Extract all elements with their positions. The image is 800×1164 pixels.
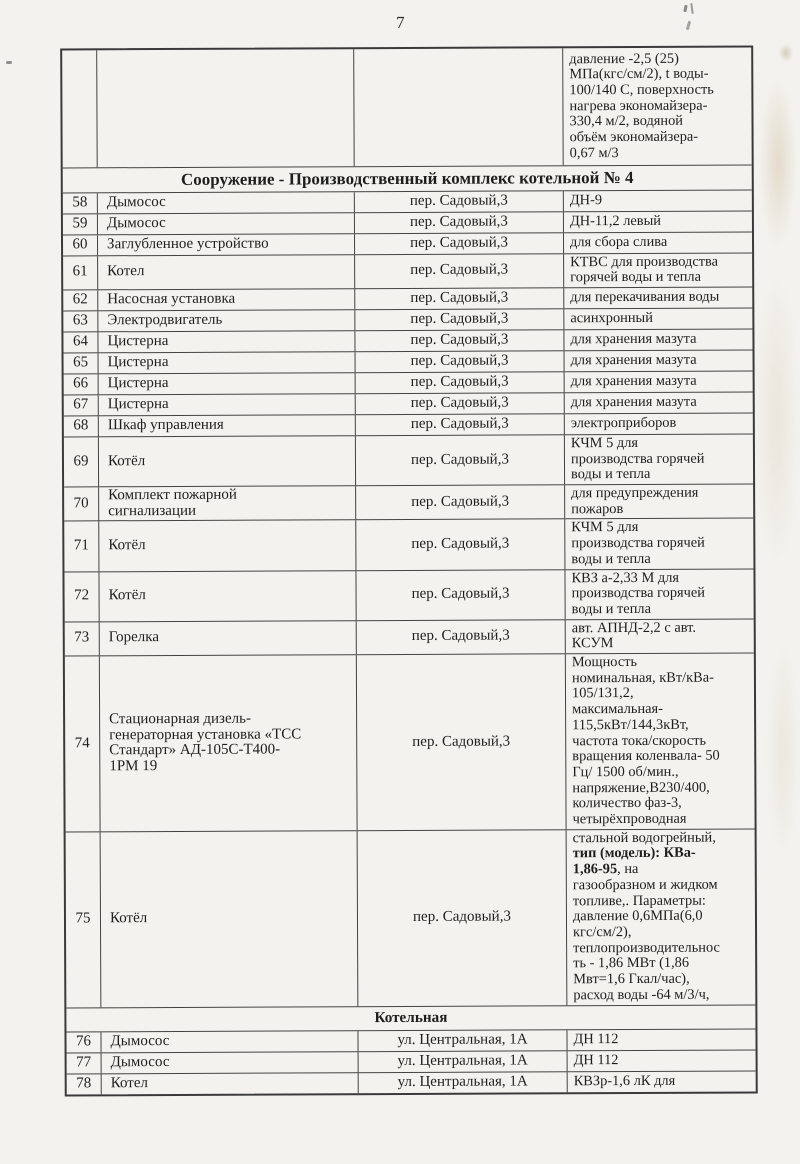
address-cell (358, 830, 568, 1006)
address-cell (356, 351, 565, 372)
description-cell (565, 519, 753, 569)
description-part: тип (модель): КВа- 1,86-95 (572, 845, 696, 878)
row-number-cell (64, 522, 99, 571)
description-cell (564, 287, 752, 308)
description-cell (563, 47, 752, 165)
table-row (63, 252, 752, 289)
description-cell (567, 829, 756, 1005)
description-cell-text: КЧМ 5 для производства горячей воды и тепла (571, 519, 705, 568)
name-cell (102, 1052, 359, 1073)
section-title (66, 1005, 755, 1032)
name-cell (99, 394, 356, 415)
name-cell-text: Котёл (108, 587, 146, 604)
name-cell (99, 436, 356, 486)
address-cell (356, 485, 565, 519)
description-part: стальной водогрейный, (572, 829, 716, 847)
description-cell-text: КВЗ а-2,33 М для производства горячей воды и тепла (571, 569, 706, 618)
address-cell-text: пер. Садовый,3 (410, 373, 509, 390)
row-number-cell (66, 832, 102, 1007)
description-cell (564, 253, 752, 287)
address-cell (354, 48, 564, 166)
description-cell (564, 308, 752, 329)
table-row (63, 210, 752, 234)
address-cell-text: ул. Центральная, 1А (397, 1073, 528, 1091)
address-cell-text: пер. Садовый,3 (410, 394, 509, 411)
table-row (63, 307, 752, 331)
table-row (63, 328, 752, 352)
row-number-cell-text: 70 (73, 495, 89, 512)
name-cell (98, 213, 355, 234)
table-row (64, 433, 753, 486)
section-header-row (66, 1004, 755, 1032)
row-number-cell (67, 1053, 102, 1073)
name-cell-text: Цистерна (107, 333, 169, 350)
name-cell (99, 486, 356, 521)
name-cell-text: Котел (107, 263, 145, 280)
row-number-cell-text: 76 (75, 1033, 92, 1050)
address-cell (357, 654, 567, 830)
name-cell (98, 289, 355, 310)
name-cell (98, 192, 355, 213)
row-number-cell (64, 353, 99, 373)
row-number-cell (63, 235, 98, 255)
address-cell-text: пер. Садовый,3 (410, 310, 509, 328)
address-cell-text: ул. Центральная, 1А (397, 1052, 528, 1070)
address-cell (356, 520, 565, 570)
description-cell-text: для хранения мазута (570, 393, 697, 411)
row-number-cell (63, 256, 98, 290)
description-cell (565, 569, 753, 619)
address-cell (356, 414, 565, 435)
row-number-cell-text: 67 (73, 396, 89, 413)
address-cell-text: пер. Садовый,3 (410, 261, 509, 279)
row-number-cell (62, 50, 98, 167)
name-cell-text: Котёл (107, 452, 146, 469)
name-cell (100, 621, 357, 656)
row-number-cell (63, 193, 98, 213)
description-cell (566, 654, 755, 830)
name-cell (98, 255, 355, 290)
name-cell (98, 310, 355, 331)
name-cell (99, 352, 356, 373)
description-cell-text: для хранения мазута (570, 330, 697, 348)
row-number-cell-text: 72 (74, 587, 90, 604)
section-title-text: Котельная (374, 1009, 448, 1027)
table-row (67, 1070, 756, 1094)
row-number-cell-text: 58 (72, 194, 88, 211)
description-cell-text: Мощность номинальная, кВт/кВа- 105/131,2, максимальная- 115,5кВт/144,3кВт, частота тока/скорость вращения коленвала- 50 Гц/ 1500 об/мин., напряжение,В230/400, количество фаз-3, четырёхпроводная (571, 654, 720, 828)
name-cell-text: Цистерна (107, 375, 169, 392)
table-row (66, 828, 756, 1007)
address-cell-text: пер. Садовый,3 (411, 493, 510, 510)
address-cell (356, 435, 565, 485)
page-number: 7 (396, 12, 405, 33)
row-number-cell (64, 374, 99, 394)
name-cell-text: Дымосос (106, 193, 166, 210)
name-cell (99, 521, 356, 571)
address-cell-text: пер. Садовый,3 (409, 192, 508, 209)
address-cell-text: пер. Садовый,3 (409, 213, 508, 230)
row-number-cell-text: 64 (72, 333, 88, 350)
address-cell (359, 1051, 568, 1072)
address-cell (356, 570, 565, 620)
description-cell (564, 190, 752, 211)
description-cell-text: для хранения мазута (570, 351, 697, 369)
description-cell (568, 1071, 756, 1092)
name-cell-text: Стационарная дизель- генераторная установка «ТСС Стандарт» АД-105С-Т400- 1РМ 19 (109, 710, 302, 775)
address-cell (356, 372, 565, 393)
address-cell (356, 393, 565, 414)
table-row (64, 391, 753, 415)
name-cell (101, 1031, 358, 1052)
address-cell-text: пер. Садовый,3 (410, 331, 509, 348)
table-row (65, 653, 755, 832)
name-cell-text: Котел (110, 1075, 148, 1092)
row-number-cell-text: 61 (72, 263, 88, 280)
description-cell (566, 619, 754, 653)
name-cell (100, 655, 358, 831)
description-cell-text: для перекачивания воды (570, 288, 720, 306)
description-cell-text: КЧМ 5 для производства горячей воды и тепла (570, 434, 705, 483)
address-cell-text: пер. Садовый,3 (411, 535, 510, 553)
description-cell-text: давление -2,5 (25) МПа(кгс/см/2), t воды- 100/140 С, поверхность нагрева экономайзера- 330,4 м/2, водяной объём экономайзера- 0,67 м/3 (569, 50, 714, 162)
name-cell-text: Котёл (108, 537, 146, 554)
address-cell-text: пер. Садовый,3 (410, 234, 509, 251)
address-cell (355, 191, 564, 212)
description-cell-text: для предупреждения пожаров (571, 484, 699, 517)
description-cell-text: ДН-11,2 левый (569, 212, 661, 229)
row-number-cell-text: 78 (76, 1075, 92, 1092)
row-number-cell (63, 332, 98, 352)
table-row (64, 412, 753, 436)
section-title-text: Сооружение - Производственный комплекс котельной № 4 (180, 167, 634, 189)
row-number-cell (64, 572, 99, 621)
name-cell (99, 571, 356, 621)
name-cell-text: Дымосос (110, 1033, 170, 1050)
row-number-cell-text: 77 (76, 1054, 92, 1071)
row-number-cell (67, 1074, 102, 1094)
address-cell (359, 1072, 568, 1093)
description-cell-text: для хранения мазута (570, 372, 697, 390)
description-cell (565, 434, 753, 484)
name-cell-text: Заглубленное устройство (106, 235, 269, 252)
row-number-cell-text: 59 (72, 215, 88, 232)
address-cell (357, 620, 566, 654)
address-cell (355, 212, 564, 233)
row-number-cell-text: 60 (72, 236, 88, 253)
row-number-cell (64, 487, 99, 521)
address-cell-text: пер. Садовый,3 (410, 415, 509, 432)
name-cell-text: Электродвигатель (107, 311, 223, 329)
name-cell (102, 1073, 359, 1094)
description-cell (568, 1050, 756, 1071)
description-cell-text: электроприборов (570, 414, 677, 432)
table-row (64, 483, 753, 520)
equipment-table (60, 45, 758, 1096)
name-cell-text: Дымосос (106, 214, 166, 231)
row-number-cell-text: 73 (74, 629, 90, 646)
row-number-cell (65, 622, 100, 656)
description-cell (565, 371, 753, 392)
address-cell-text: пер. Садовый,3 (411, 585, 510, 603)
description-cell (565, 413, 753, 434)
name-cell (99, 415, 356, 436)
address-cell-text: пер. Садовый,3 (412, 733, 511, 750)
row-number-cell-text: 68 (73, 417, 89, 434)
description-part: , на газообразном и жидком топливе,. Параметры: давление 0,6МПа(6,0 кгс/см/2), теплопроизводительнос ть - 1,86 МВт (1,86 Мвт=1,6 Гкал/час), расход воды -64 м/3/ч, (572, 861, 720, 1004)
description-cell-text (573, 830, 721, 1003)
address-cell (355, 288, 564, 309)
description-cell (565, 392, 753, 413)
row-number-cell (63, 311, 98, 331)
description-cell (564, 232, 752, 253)
row-number-cell (63, 290, 98, 310)
row-number-cell (66, 1032, 101, 1052)
section-title (63, 165, 752, 192)
table-row (64, 349, 753, 373)
row-number-cell-text: 71 (73, 537, 89, 554)
name-cell-text: Шкаф управления (107, 416, 224, 434)
description-cell-text: КВЗр-1,6 лК для (573, 1072, 676, 1090)
name-cell-text: Комплект пожарной сигнализации (108, 486, 237, 519)
description-cell-text: ДН 112 (573, 1031, 619, 1048)
table-row (65, 618, 754, 655)
address-cell-text: ул. Центральная, 1А (397, 1031, 528, 1049)
name-cell-text: Горелка (108, 629, 160, 646)
row-number-cell-text: 75 (75, 910, 91, 927)
address-cell-text: пер. Садовый,3 (410, 352, 509, 369)
row-number-cell-text: 69 (73, 452, 89, 470)
row-number-cell-text: 74 (74, 734, 90, 751)
description-cell-text: ДН 112 (573, 1052, 619, 1069)
address-cell (355, 254, 564, 288)
name-cell-text: Дымосос (110, 1054, 170, 1071)
description-cell (564, 329, 752, 350)
description-cell (565, 350, 753, 371)
row-number-cell (64, 395, 99, 415)
table-row (64, 370, 753, 394)
name-cell (98, 331, 355, 352)
description-cell-text: для сбора слива (569, 233, 668, 250)
description-cell-text: асинхронный (570, 309, 653, 327)
address-cell (355, 330, 564, 351)
name-cell-text: Цистерна (107, 396, 169, 413)
address-cell-text: пер. Садовый,3 (410, 289, 509, 307)
name-cell (98, 234, 355, 255)
row-number-cell (64, 437, 99, 486)
address-cell-text: пер. Садовый,3 (410, 451, 509, 468)
row-number-cell-text: 62 (72, 291, 88, 308)
row-number-cell-text: 65 (73, 354, 89, 371)
description-cell (564, 211, 752, 232)
address-cell-text: пер. Садовый,3 (412, 908, 511, 926)
description-cell (567, 1029, 755, 1050)
table-row (63, 231, 752, 255)
address-cell-text: пер. Садовый,3 (411, 628, 510, 645)
table-row (64, 518, 753, 571)
table-row (64, 568, 753, 621)
section-header-row (63, 164, 752, 192)
description-cell (565, 484, 753, 518)
name-cell (97, 49, 355, 167)
row-number-cell (65, 656, 101, 831)
continuation-row (62, 47, 752, 167)
address-cell (355, 233, 564, 254)
table-row (63, 189, 752, 213)
row-number-cell-text: 66 (73, 375, 89, 392)
address-cell (355, 309, 564, 330)
row-number-cell (64, 416, 99, 436)
description-cell-text: КТВС для производства горячей воды и тепла (570, 253, 719, 286)
address-cell (358, 1030, 567, 1051)
row-number-cell-text: 63 (72, 312, 88, 329)
table-row (66, 1028, 755, 1052)
table-row (63, 286, 752, 310)
description-cell-text: ДН-9 (569, 191, 603, 208)
row-number-cell (63, 214, 98, 234)
name-cell (99, 373, 356, 394)
description-cell-text: авт. АПНД-2,2 с авт. КСУМ (571, 619, 696, 652)
name-cell-text: Котёл (109, 910, 148, 927)
name-cell-text: Насосная установка (107, 290, 236, 308)
name-cell-text: Цистерна (107, 354, 169, 371)
table-row (67, 1049, 756, 1073)
name-cell (101, 831, 359, 1007)
